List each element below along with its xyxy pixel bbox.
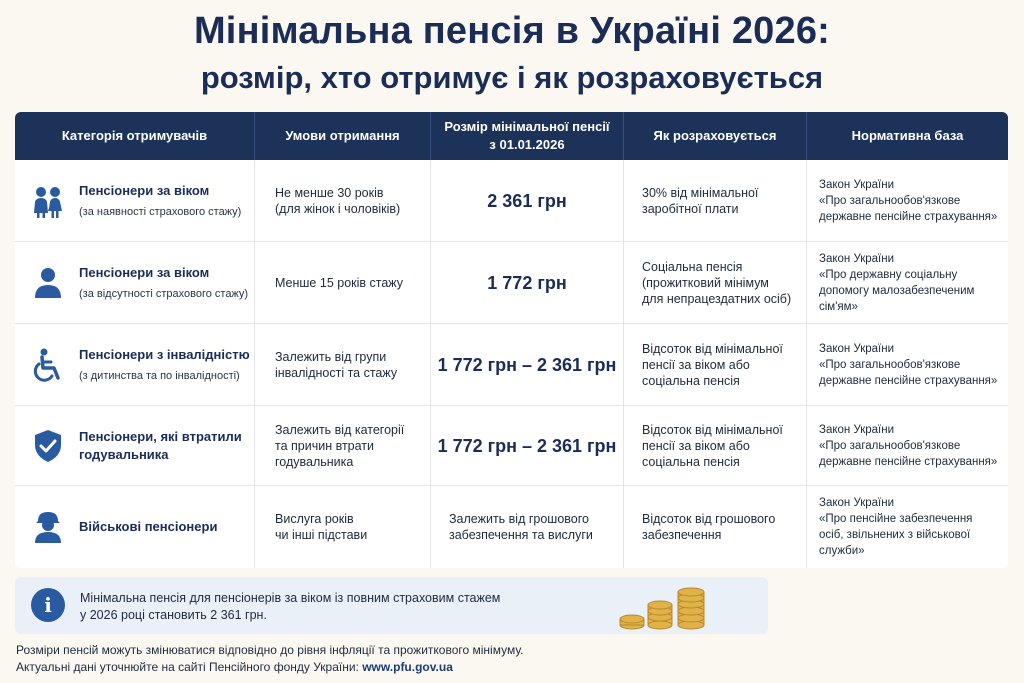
category-cell bbox=[15, 486, 255, 568]
category-name: Пенсіонери, які втратили годувальника bbox=[79, 428, 242, 462]
column-header-category: Категорія отримувачів bbox=[15, 112, 255, 160]
page-title: Мінімальна пенсія в Україні 2026: bbox=[193, 10, 831, 52]
column-header-amount: Розмір мінімальної пенсії з 01.01.2026 bbox=[431, 112, 624, 160]
amount-cell: Залежить від грошового забезпечення та вислуги bbox=[431, 486, 624, 568]
category-cell bbox=[15, 242, 255, 323]
coins-icon bbox=[616, 584, 716, 634]
footer-note: Розміри пенсій можуть змінюватися відповідно до рівня інфляції та прожиткового мінімуму. bbox=[16, 643, 524, 657]
info-text: Мінімальна пенсія для пенсіонерів за віком із повним страховим стажем у 2026 році становить 2 361 грн. bbox=[80, 591, 501, 622]
conditions-cell: Менше 15 років стажу bbox=[255, 242, 431, 323]
pension-table bbox=[15, 112, 1008, 568]
shield-check-icon bbox=[29, 427, 67, 465]
category-name: Пенсіонери з інвалідністю bbox=[79, 346, 250, 362]
category-name: Військові пенсіонери bbox=[79, 519, 218, 534]
page-subtitle: розмір, хто отримує і як розраховується bbox=[200, 60, 824, 95]
category-note: (за наявності страхового стажу) bbox=[79, 205, 242, 218]
calculation-cell: Відсоток від грошового забезпечення bbox=[624, 486, 807, 568]
footer-source-text: Актуальні дані уточнюйте на сайті Пенсійного фонду України: bbox=[16, 660, 363, 674]
category-name: Пенсіонери за віком bbox=[79, 264, 210, 280]
table-header bbox=[15, 112, 1008, 160]
column-header-conditions: Умови отримання bbox=[255, 112, 431, 160]
calculation-cell: Соціальна пенсія (прожитковий мінімум для непрацездатних осіб) bbox=[624, 242, 807, 323]
wheelchair-icon bbox=[29, 346, 67, 384]
amount-cell: 1 772 грн – 2 361 грн bbox=[431, 406, 624, 485]
calculation-cell: 30% від мінімальної заробітної плати bbox=[624, 160, 807, 241]
table-row bbox=[15, 486, 1008, 568]
category-cell bbox=[15, 406, 255, 485]
category-cell bbox=[15, 160, 255, 241]
footer bbox=[16, 642, 523, 676]
info-icon: i bbox=[31, 588, 65, 622]
table-row bbox=[15, 406, 1008, 486]
military-person-icon bbox=[29, 508, 67, 546]
category-name: Пенсіонери за віком bbox=[79, 182, 210, 198]
amount-cell: 1 772 грн – 2 361 грн bbox=[431, 324, 624, 405]
table-row bbox=[15, 242, 1008, 324]
person-icon bbox=[29, 264, 67, 302]
amount-cell: 1 772 грн bbox=[431, 242, 624, 323]
law-cell: Закон України «Про загальнообов'язкове державне пенсійне страхування» bbox=[819, 342, 998, 387]
elderly-couple-icon bbox=[29, 182, 67, 220]
category-note: (за відсутності страхового стажу) bbox=[79, 287, 249, 300]
conditions-cell: Залежить від категорії та причин втрати годувальника bbox=[255, 406, 431, 485]
law-cell: Закон України «Про загальнообов'язкове державне пенсійне страхування» bbox=[819, 178, 998, 223]
category-note: (з дитинства та по інвалідності) bbox=[79, 369, 240, 382]
table-row bbox=[15, 324, 1008, 406]
amount-cell: 2 361 грн bbox=[431, 160, 624, 241]
law-cell: Закон України «Про пенсійне забезпечення осіб, звільнених з військової служби» bbox=[819, 497, 973, 557]
pfu-link[interactable]: www.pfu.gov.ua bbox=[362, 660, 453, 674]
conditions-cell: Залежить від групи інвалідності та стажу bbox=[255, 324, 431, 405]
category-cell bbox=[15, 324, 255, 405]
conditions-cell: Вислуга років чи інші підстави bbox=[255, 486, 431, 568]
column-header-law: Нормативна база bbox=[851, 128, 964, 143]
column-header-calculation: Як розраховується bbox=[624, 112, 807, 160]
calculation-cell: Відсоток від мінімальної пенсії за віком або соціальна пенсія bbox=[624, 324, 807, 405]
conditions-cell: Не менше 30 років (для жінок і чоловіків) bbox=[255, 160, 431, 241]
table-row bbox=[15, 160, 1008, 242]
footer-source bbox=[16, 659, 523, 676]
law-cell: Закон України «Про загальнообов'язкове державне пенсійне страхування» bbox=[819, 423, 998, 468]
calculation-cell: Відсоток від мінімальної пенсії за віком або соціальна пенсія bbox=[624, 406, 807, 485]
law-cell: Закон України «Про державну соціальну допомогу малозабезпеченим сім'ям» bbox=[819, 252, 975, 313]
